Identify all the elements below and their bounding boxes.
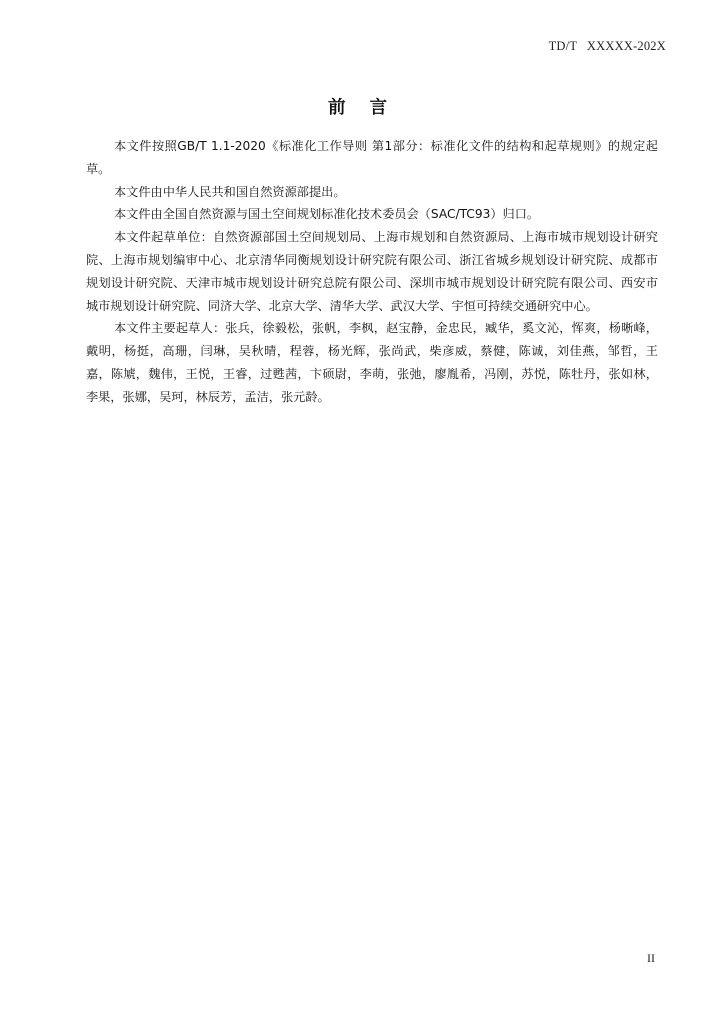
paragraph-drafting-units: 本文件起草单位：自然资源部国土空间规划局、上海市规划和自然资源局、上海市城市规划设计研究院、上海市规划编审中心、北京清华同衡规划设计研究院有限公司、浙江省城乡规划设计研究院、成都市规划设计研究院、天津市城市规划设计研究总院有限公司、深圳市城市规划设计研究院有限公司、西安市城市规划设计研究院、同济大学、北京大学、清华大学、武汉大学、宇恒可持续交通研究中心。 [86, 230, 658, 313]
page-number: II [647, 951, 655, 965]
paragraph-drafters: 本文件主要起草人：张兵，徐毅松，张帆，李枫，赵宝静，金忠民，臧华，奚文沁，恽爽，杨晰峰，戴明，杨挺，高珊，闫琳，吴秋晴，程蓉，杨光辉，张尚武，柴彦威，蔡健，陈诚，刘佳燕，邹哲，王嘉，陈虓，魏伟，王悦，王睿，过甦茜，卞硕尉，李萌，张弛，廖胤希，冯刚，苏悦，陈牡丹，张如林，李果，张娜，吴珂，林辰芳，孟洁，张元龄。 [86, 321, 658, 404]
paragraph-proposer: 本文件由中华人民共和国自然资源部提出。 [114, 184, 346, 199]
paragraph-drafting-rules: 本文件按照GB/T 1.1-2020《标准化工作导则 第1部分：标准化文件的结构和起草规则》的规定起草。 [86, 139, 658, 176]
foreword-body [86, 135, 658, 409]
paragraph-committee: 本文件由全国自然资源与国土空间规划标准化技术委员会（SAC/TC93）归口。 [114, 207, 540, 222]
page-title: 前 言 [327, 98, 397, 118]
standard-code: TD/T XXXXX-202X [548, 39, 666, 53]
